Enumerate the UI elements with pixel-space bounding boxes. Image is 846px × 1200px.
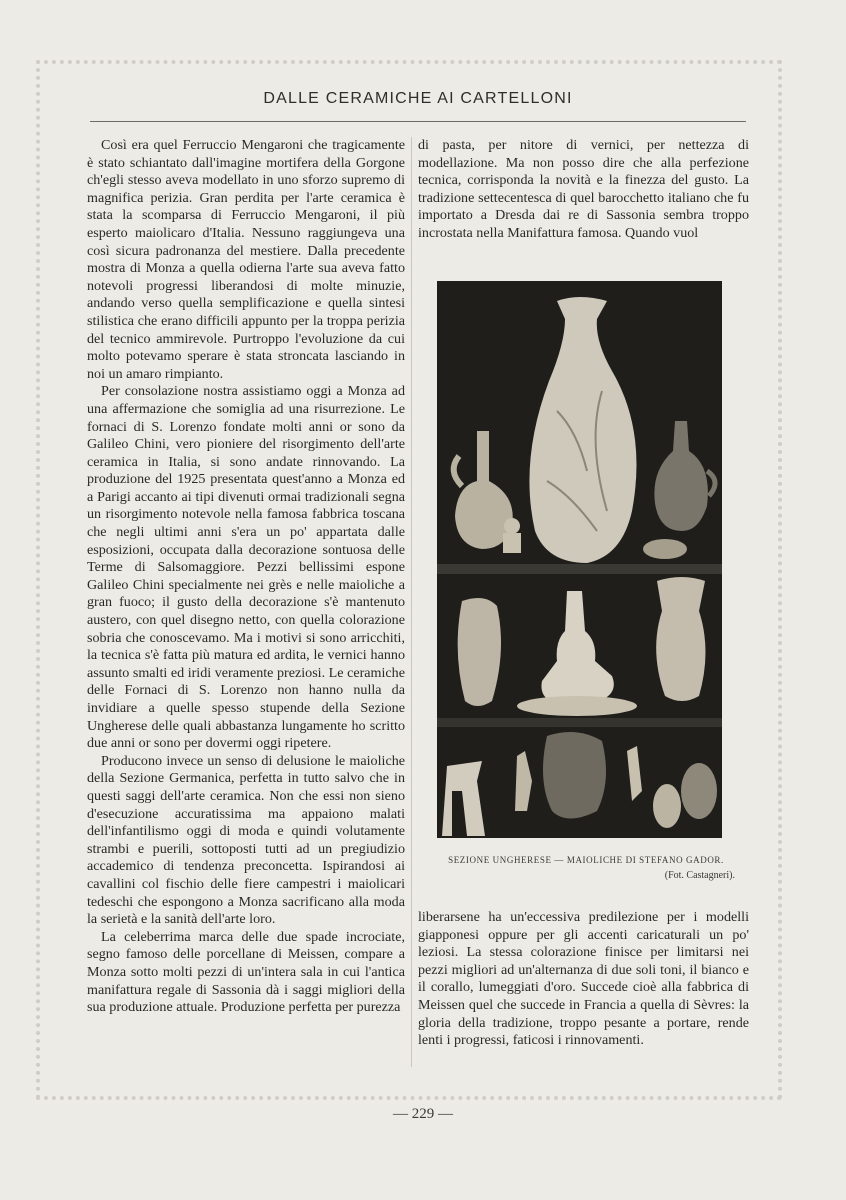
ceramics-photograph bbox=[437, 281, 722, 838]
figure-caption: SEZIONE UNGHERESE — MAIOLICHE DI STEFANO GADOR. bbox=[448, 855, 724, 865]
page-number: — 229 — bbox=[393, 1106, 453, 1122]
header-rule bbox=[90, 121, 746, 122]
paragraph-liberarsene: liberarsene ha un'eccessiva predilezione per i modelli giapponesi oppure per gli accenti caricaturali un po' leziosi. La stessa colorazione finisce per limitarsi nei pezzi migliori ad un'alternanza di due soli toni, il bianco e il corallo, lumeggiati d'oro. Succede cioè alla fabbrica di Meissen quel che succede in Francia a quella di Sèvres: la gloria della tradizione, troppo pesante a portare, rende lenti i progressi, faticosi i rinnovamenti. bbox=[418, 909, 749, 1049]
right-column-bottom bbox=[418, 909, 749, 1050]
ceramics-photo-illustration bbox=[437, 281, 722, 838]
photo-credit: (Fot. Castagneri). bbox=[664, 870, 735, 881]
paragraph-mengaroni: Così era quel Ferruccio Mengaroni che tragicamente è stato schiantato dall'imagine mortifera della Gorgone ch'egli stesso aveva modellato in uno sforzo supremo di magnifica perizia. Gran perdita per l'arte ceramica è stata la scomparsa di Ferruccio Mengaroni, il più esperto maiolicaro d'Italia. Nessuno raggiungeva una così sicura padronanza del mestiere. Dalla precedente mostra di Monza a quella odierna l'arte sua aveva fatto notevoli progressi liberandosi di molte minuzie, andando verso quella semplificazione e quella sintesi stilistica che erano difficili appunto per la troppa perizia del tecnico ammirevole. Purtroppo l'evoluzione da cui molto potevamo sperare è stata stroncata lasciando in noi un amaro rimpianto. bbox=[87, 137, 405, 382]
running-header: DALLE CERAMICHE AI CARTELLONI bbox=[263, 90, 573, 107]
paragraph-germanica: Producono invece un senso di delusione le maioliche della Sezione Germanica, perfetta in tutto salvo che in questi saggi dell'arte ceramica. Non che essi non sieno d'esecuzione accuratissima ma appaiono malati dell'infantilismo oggi di moda e quindi volutamente strambi e puerili, sottoposti tutti ad un pregiudizio accademico di tendenza preconcetta. Ispirandosi ai cavallini col fischio delle fiere campestri i maiolicari tedeschi che espongono a Monza sacrificano alla moda la serietà e la sanità dell'arte loro. bbox=[87, 752, 405, 928]
paragraph-continuation: di pasta, per nitore di vernici, per nettezza di modellazione. Ma non posso dire che alla perfezione tecnica, corrisponda la novità e la finezza del gusto. La tradizione settecentesca di quel barocchetto italiano che fu importato a Dresda dai re di Sassonia sembra troppo incrostata nella Manifattura famosa. Quando vuol bbox=[418, 137, 749, 241]
paragraph-chini: Per consolazione nostra assistiamo oggi a Monza ad una affermazione che somiglia ad una risurrezione. Le fornaci di S. Lorenzo fondate molti anni or sono da Galileo Chini, vero pioniere del risorgimento dell'arte ceramica in Italia, si sono andate rinnovando. La produzione del 1925 presentata quest'anno a Monza ed a Parigi accanto ai tipi divenuti ormai tradizionali segna un risorgimento notevole nella famosa fabbrica toscana che negli ultimi anni s'era un po' appartata dalle esposizioni, occupata dalla decorazione sontuosa delle Terme di Salsomaggiore. Pezzi bellissimi espone Galileo Chini specialmente nei grès e nelle maioliche a gran fuoco; il gusto della decorazione s'è mantenuto austero, con quel disegno netto, con quella colorazione sobria che conoscevamo. Ma i motivi si sono arricchiti, la tecnica s'è fatta più matura ed ardita, le vernici hanno assunto smalti ed iridi veramente preziosi. Le ceramiche delle Fornaci di S. Lorenzo non hanno nulla da invidiare a quelle spesso stupende della Sezione Ungherese delle quali abbastanza lungamente ho scritto due anni or sono per dovermi oggi ripetere. bbox=[87, 383, 405, 752]
left-column bbox=[87, 137, 405, 1017]
right-column-top bbox=[418, 137, 749, 243]
column-divider bbox=[411, 137, 412, 1067]
paragraph-meissen: La celeberrima marca delle due spade incrociate, segno famoso delle porcellane di Meissen, compare a Monza sotto molti pezzi di un'intera sala in cui l'antica manifattura regale di Sassonia dà i saggi migliori della sua produzione attuale. Produzione perfetta per purezza bbox=[87, 928, 405, 1016]
